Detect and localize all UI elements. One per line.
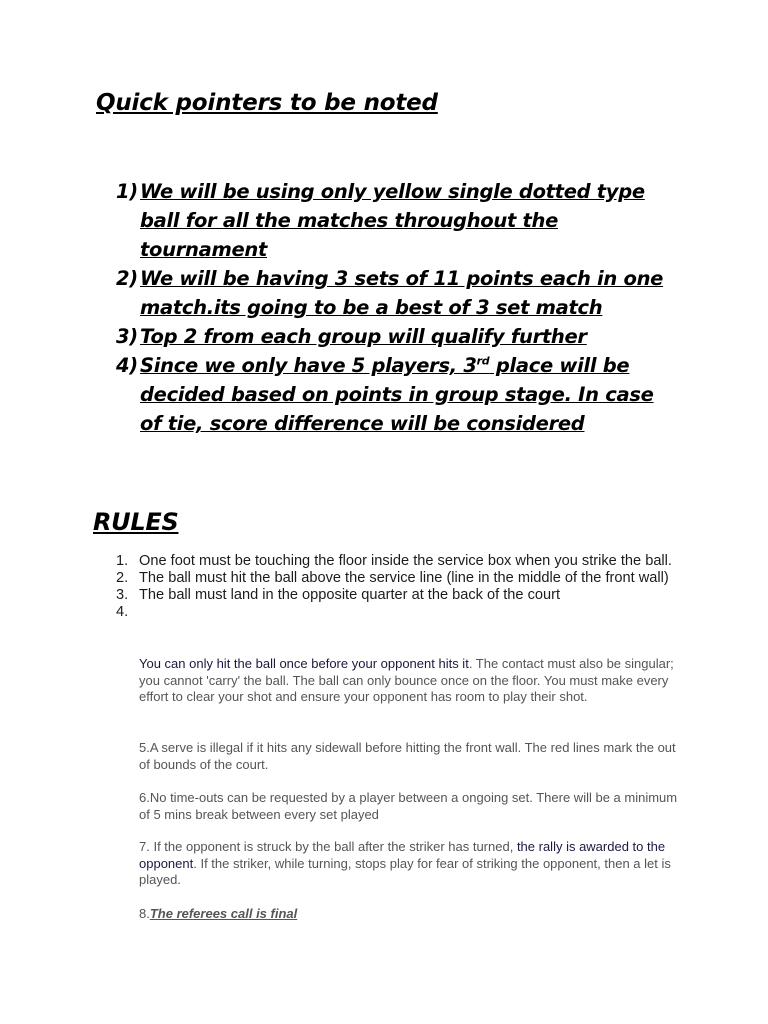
pointer-superscript: rd bbox=[476, 354, 490, 368]
pointer-item bbox=[116, 264, 696, 322]
pointer-text bbox=[140, 351, 680, 438]
rule-text: The ball must land in the opposite quarter at the back of the court bbox=[139, 587, 561, 603]
pointer-number: 4) bbox=[116, 354, 138, 377]
pointer-item bbox=[116, 351, 696, 438]
rule-number: 3. bbox=[116, 587, 129, 603]
rule-4-rest: . The contact must also be singular; you cannot 'carry' the ball. The ball can only bounce once on the floor. You must make every effort to clear your shot and ensure your opponent has room to play their shot. bbox=[139, 656, 674, 704]
rule-7-highlight: the rally is awarded to the opponent bbox=[139, 839, 666, 871]
pointer-text: We will be using only yellow single dotted type ball for all the matches throughout the tournament bbox=[140, 180, 645, 261]
rule-6-paragraph: 6.No time-outs can be requested by a player between a ongoing set. There will be a minimum of 5 mins break between every set played bbox=[139, 790, 678, 822]
rule-8-text: The referees call is final bbox=[149, 906, 298, 921]
rule-text bbox=[139, 604, 679, 621]
rule-text: One foot must be touching the floor inside the service box when you strike the ball. bbox=[139, 553, 672, 569]
rule-8-paragraph bbox=[139, 906, 684, 923]
rules-list bbox=[116, 553, 686, 621]
rule-item bbox=[116, 604, 686, 621]
page-title: Quick pointers to be noted bbox=[96, 90, 438, 116]
rule-7-paragraph bbox=[139, 839, 684, 889]
pointer-number: 2) bbox=[116, 267, 138, 290]
rule-number: 2. bbox=[116, 570, 129, 586]
rule-item bbox=[116, 570, 686, 587]
rule-item bbox=[116, 587, 686, 604]
rule-4-highlight: You can only hit the ball once before your opponent hits it bbox=[139, 656, 469, 671]
pointer-item bbox=[116, 177, 696, 264]
pointer-number: 3) bbox=[116, 325, 138, 348]
pointer-text-after: place will be decided based on points in group stage. In case of tie, score difference will be considered bbox=[140, 354, 654, 435]
rule-7-before: 7. If the opponent is struck by the ball after the striker has turned, bbox=[139, 839, 517, 854]
rule-7-after: . If the striker, while turning, stops play for fear of striking the opponent, then a let is played. bbox=[139, 855, 671, 887]
pointers-list bbox=[116, 177, 696, 438]
rule-5-paragraph: 5.A serve is illegal if it hits any sidewall before hitting the front wall. The red lines mark the out of bounds of the court. bbox=[139, 740, 676, 772]
rule-8-number: 8. bbox=[139, 906, 150, 921]
rule-4-paragraph bbox=[139, 656, 684, 706]
pointer-text: Top 2 from each group will qualify further bbox=[140, 325, 587, 348]
rule-number: 1. bbox=[116, 553, 129, 569]
rule-text: The ball must hit the ball above the service line (line in the middle of the front wall) bbox=[139, 570, 669, 586]
pointer-text-before: Since we only have 5 players, 3 bbox=[140, 354, 477, 377]
rule-number: 4. bbox=[116, 604, 129, 620]
rule-item bbox=[116, 553, 686, 570]
pointer-item bbox=[116, 322, 696, 351]
pointer-number: 1) bbox=[116, 180, 138, 203]
pointer-text: We will be having 3 sets of 11 points each in one match.its going to be a best of 3 set match bbox=[140, 267, 664, 319]
rules-heading: RULES bbox=[93, 508, 179, 536]
